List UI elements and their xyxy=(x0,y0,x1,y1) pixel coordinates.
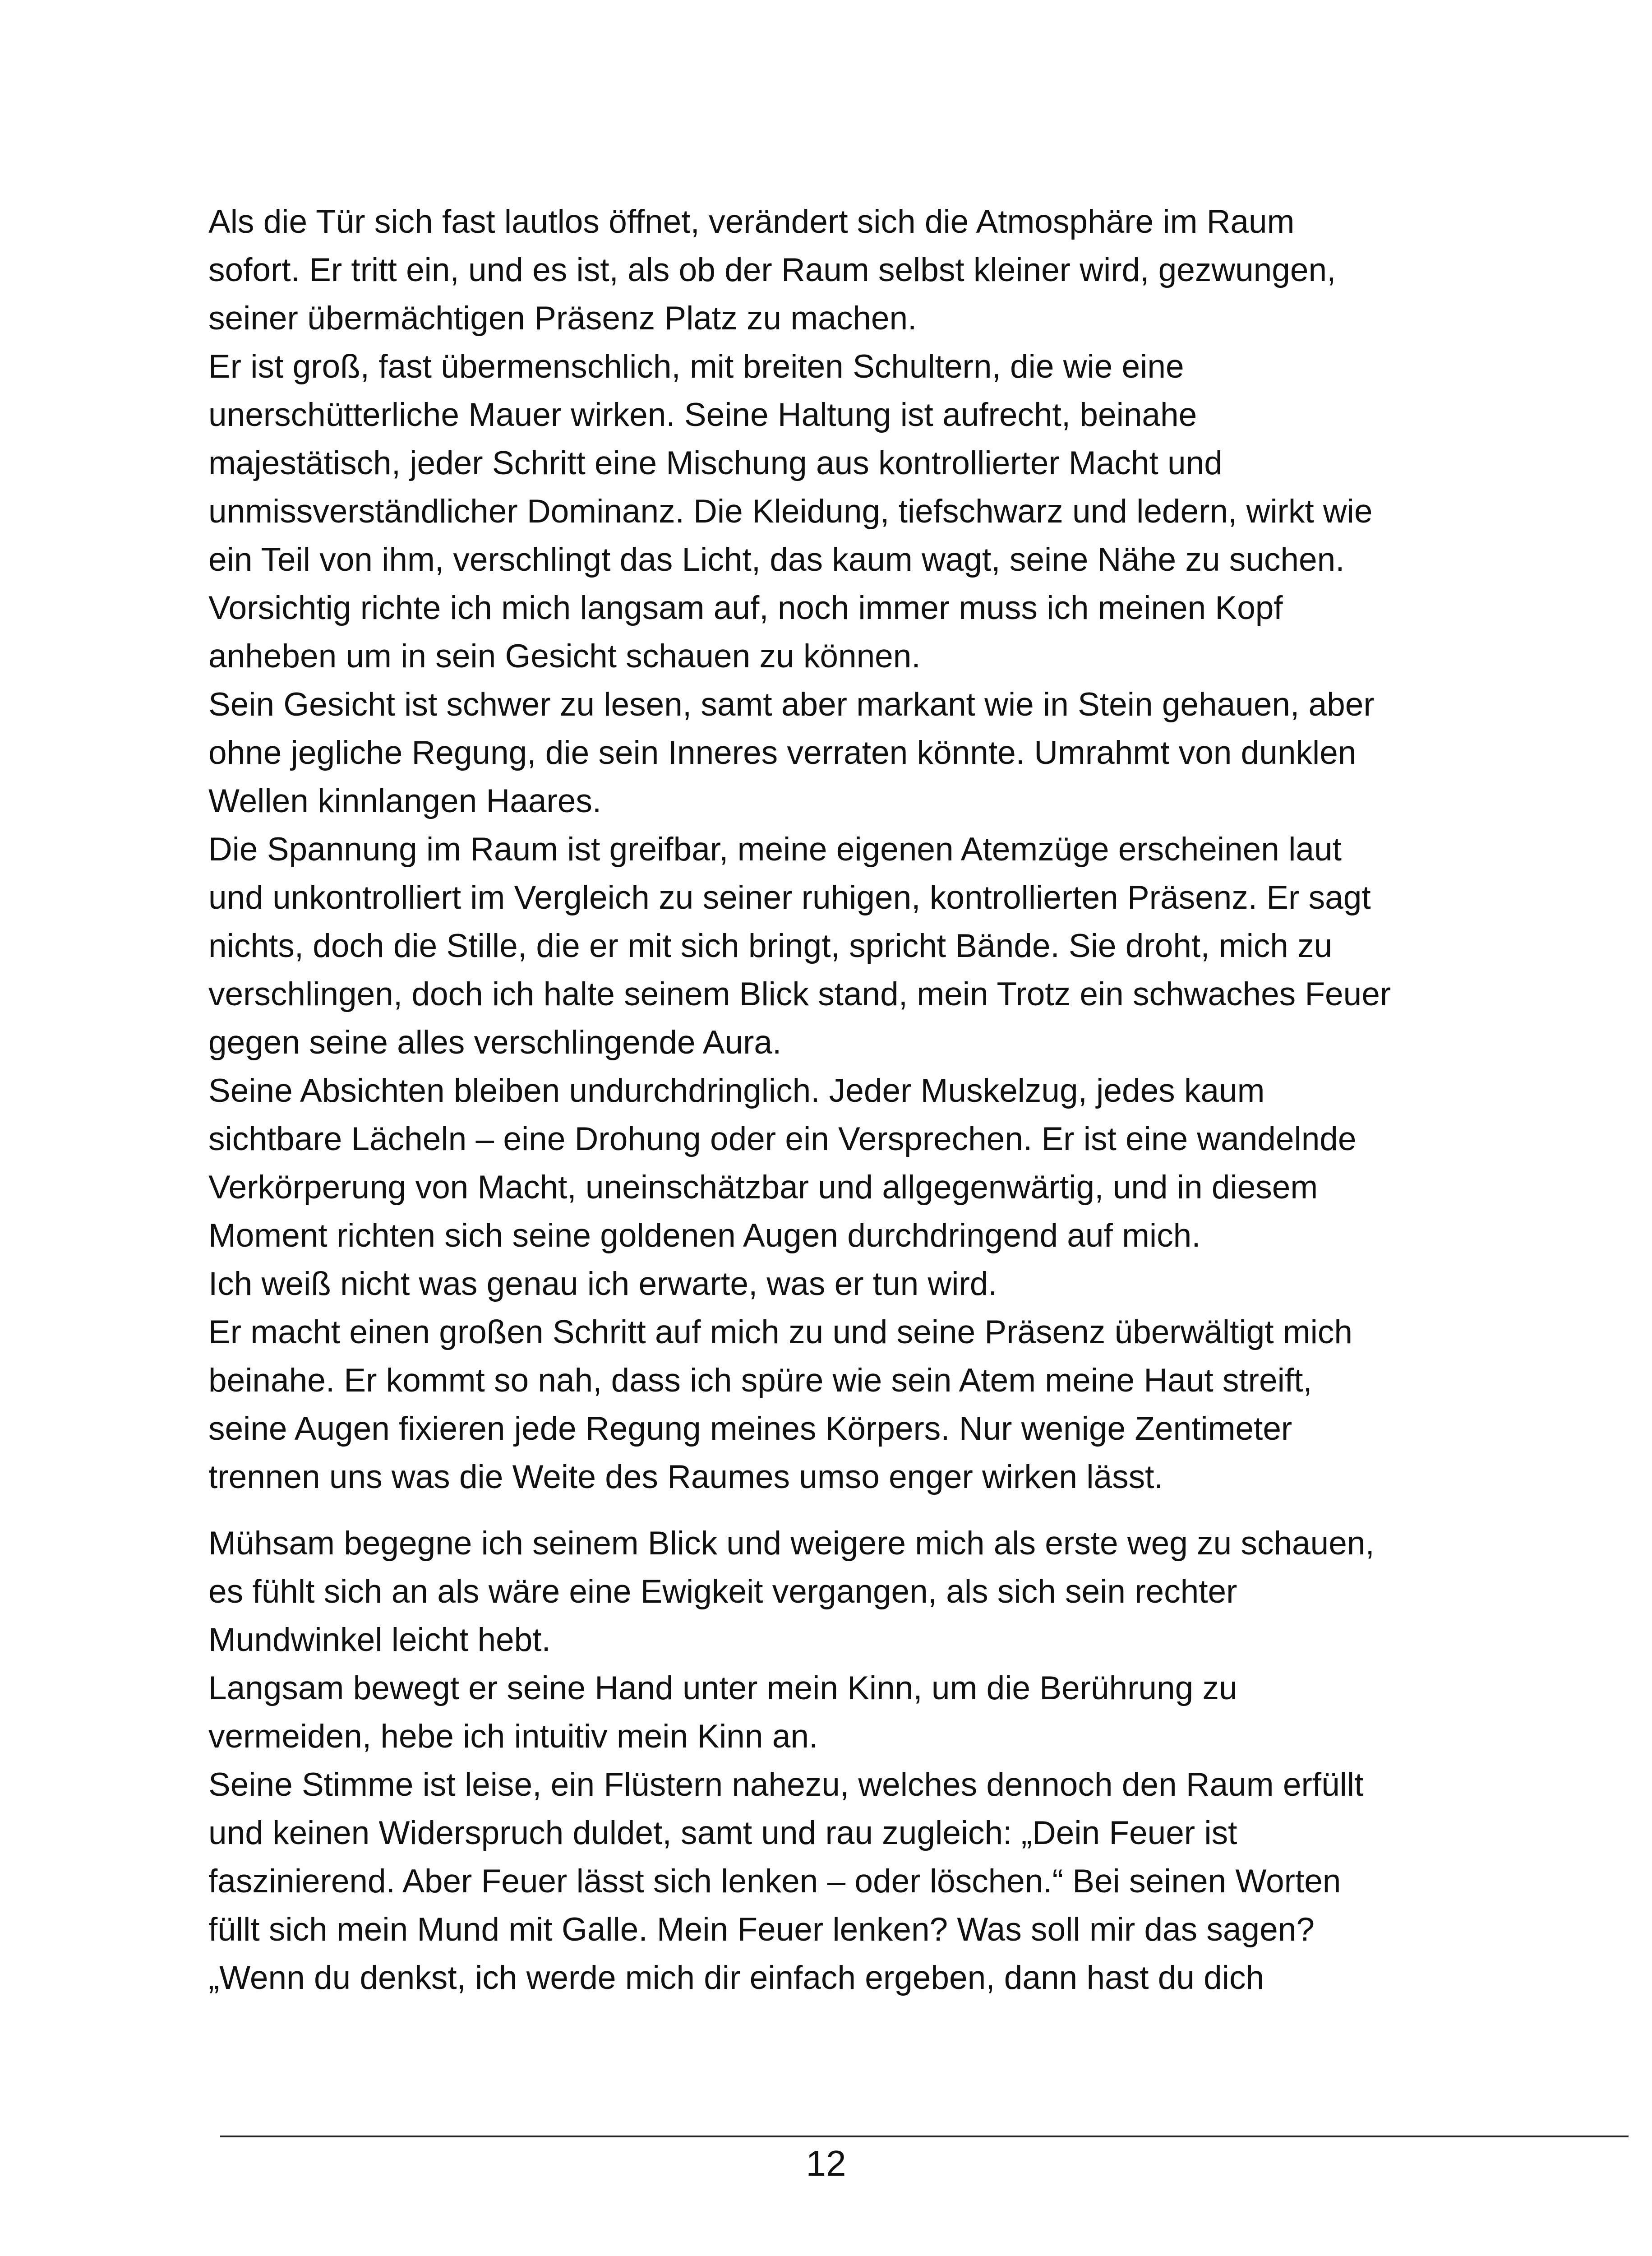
text-line: gegen seine alles verschlingende Aura. xyxy=(208,1024,782,1061)
text-line: und keinen Widerspruch duldet, samt und rau zugleich: „Dein Feuer ist xyxy=(208,1815,1237,1851)
paragraph-gap xyxy=(208,1501,1472,1519)
text-line: Wellen kinnlangen Haares. xyxy=(208,783,602,819)
text-line: Ich weiß nicht was genau ich erwarte, was er tun wird. xyxy=(208,1266,997,1302)
text-line: faszinierend. Aber Feuer lässt sich lenken – oder löschen.“ Bei seinen Worten xyxy=(208,1863,1341,1900)
text-line: Verkörperung von Macht, uneinschätzbar und allgegenwärtig, und in diesem xyxy=(208,1169,1318,1206)
text-line: Er ist groß, fast übermenschlich, mit breiten Schultern, die wie eine xyxy=(208,348,1184,385)
text-line: vermeiden, hebe ich intuitiv mein Kinn an. xyxy=(208,1718,818,1755)
text-line: Vorsichtig richte ich mich langsam auf, noch immer muss ich meinen Kopf xyxy=(208,590,1283,626)
text-line: Mundwinkel leicht hebt. xyxy=(208,1622,551,1658)
page-body-text xyxy=(208,198,1472,2002)
text-line: Langsam bewegt er seine Hand unter mein Kinn, um die Berührung zu xyxy=(208,1670,1237,1706)
text-line: sofort. Er tritt ein, und es ist, als ob der Raum selbst kleiner wird, gezwungen, xyxy=(208,252,1336,288)
text-line: trennen uns was die Weite des Raumes umso enger wirken lässt. xyxy=(208,1459,1163,1495)
text-line: Sein Gesicht ist schwer zu lesen, samt aber markant wie in Stein gehauen, aber xyxy=(208,686,1375,723)
footer-divider xyxy=(220,2136,1629,2137)
text-line: Als die Tür sich fast lautlos öffnet, verändert sich die Atmosphäre im Raum xyxy=(208,203,1295,240)
text-line: nichts, doch die Stille, die er mit sich bringt, spricht Bände. Sie droht, mich zu xyxy=(208,928,1333,964)
text-line: ohne jegliche Regung, die sein Inneres verraten könnte. Umrahmt von dunklen xyxy=(208,735,1357,771)
text-line: Seine Stimme ist leise, ein Flüstern nahezu, welches dennoch den Raum erfüllt xyxy=(208,1766,1364,1803)
text-line: seine Augen fixieren jede Regung meines Körpers. Nur wenige Zentimeter xyxy=(208,1410,1292,1447)
text-line: majestätisch, jeder Schritt eine Mischung aus kontrollierter Macht und xyxy=(208,445,1223,481)
text-line: sichtbare Lächeln – eine Drohung oder ein Versprechen. Er ist eine wandelnde xyxy=(208,1121,1357,1157)
text-line: es fühlt sich an als wäre eine Ewigkeit vergangen, als sich sein rechter xyxy=(208,1573,1237,1610)
text-line: ein Teil von ihm, verschlingt das Licht, das kaum wagt, seine Nähe zu suchen. xyxy=(208,541,1345,578)
text-line: unerschütterliche Mauer wirken. Seine Haltung ist aufrecht, beinahe xyxy=(208,397,1197,433)
text-line: unmissverständlicher Dominanz. Die Kleidung, tiefschwarz und ledern, wirkt wie xyxy=(208,493,1373,530)
text-line: „Wenn du denkst, ich werde mich dir einfach ergeben, dann hast du dich xyxy=(208,1960,1264,1996)
text-line: Er macht einen großen Schritt auf mich zu und seine Präsenz überwältigt mich xyxy=(208,1314,1352,1350)
text-line: beinahe. Er kommt so nah, dass ich spüre wie sein Atem meine Haut streift, xyxy=(208,1362,1312,1399)
text-line: Mühsam begegne ich seinem Blick und weigere mich als erste weg zu schauen, xyxy=(208,1525,1375,1562)
text-line: Moment richten sich seine goldenen Augen durchdringend auf mich. xyxy=(208,1217,1201,1254)
text-line: füllt sich mein Mund mit Galle. Mein Feuer lenken? Was soll mir das sagen? xyxy=(208,1911,1315,1948)
text-line: anheben um in sein Gesicht schauen zu können. xyxy=(208,638,921,675)
text-line: Seine Absichten bleiben undurchdringlich. Jeder Muskelzug, jedes kaum xyxy=(208,1073,1265,1109)
text-line: seiner übermächtigen Präsenz Platz zu machen. xyxy=(208,300,917,337)
text-line: und unkontrolliert im Vergleich zu seiner ruhigen, kontrollierten Präsenz. Er sagt xyxy=(208,879,1371,916)
page-number: 12 xyxy=(806,2143,846,2183)
text-line: verschlingen, doch ich halte seinem Blick stand, mein Trotz ein schwaches Feuer xyxy=(208,976,1391,1012)
text-line: Die Spannung im Raum ist greifbar, meine eigenen Atemzüge erscheinen laut xyxy=(208,831,1342,868)
